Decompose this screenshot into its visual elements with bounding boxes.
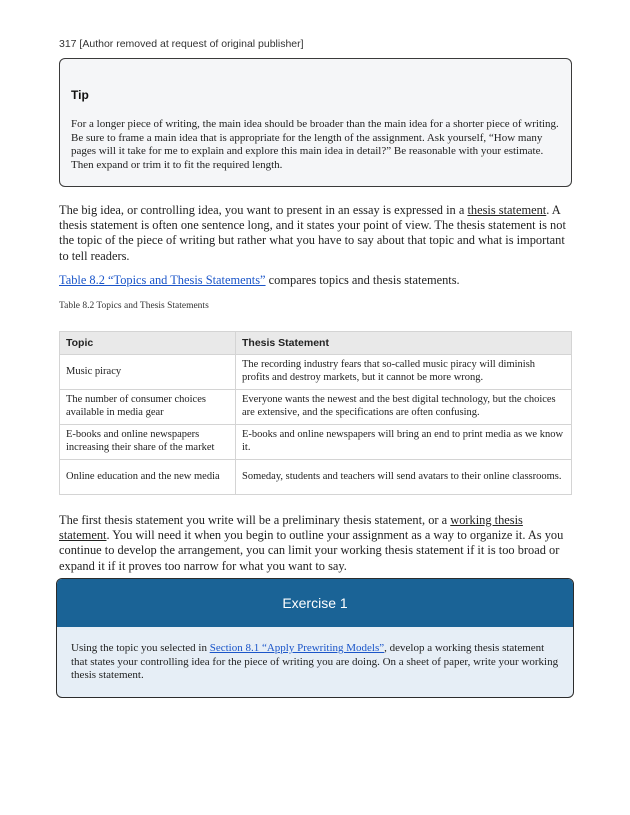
para2-after: compares topics and thesis statements. [265,273,460,287]
table-8-2-link[interactable]: Table 8.2 “Topics and Thesis Statements” [59,273,266,287]
header-topic: Topic [60,332,236,355]
exercise-after: , develop a working thesis statement that states your controlling idea for the piece of writing you are doing. On a sheet of paper, write your working thesis statement. [71,642,559,682]
thesis-cell: The recording industry fears that so-called music piracy will diminish profits and destroy markets, but it cannot be more wrong. [236,355,572,390]
tip-title: Tip [71,88,89,102]
topics-thesis-table [59,331,572,495]
topic-cell: The number of consumer choices available in media gear [60,390,236,425]
paragraph-working-thesis [59,513,573,574]
section-8-1-link[interactable]: Section 8.1 “Apply Prewriting Models” [209,642,385,654]
para1-after: . A thesis statement is often one sentence long, and it states your point of view. The thesis statement is not the topic of the piece of writing but rather what you have to say about that topic and what is important to tell readers. [59,203,566,263]
header-thesis-statement: Thesis Statement [236,332,572,355]
exercise-body [71,642,561,683]
thesis-cell: Everyone wants the newest and the best digital technology, but the choices are extensive, and the specifications are often confusing. [236,390,572,425]
table-row [60,390,572,425]
term-working-thesis-statement: working thesis statement [59,513,523,543]
table-header-row [60,332,572,355]
exercise-title: Exercise 1 [57,579,573,627]
table-caption: Table 8.2 Topics and Thesis Statements [59,301,209,311]
para1-before: The big idea, or controlling idea, you want to present in an essay is expressed in a [59,203,468,217]
thesis-cell: E-books and online newspapers will bring an end to print media as we know it. [236,425,572,460]
running-head: 317 [Author removed at request of original publisher] [59,38,304,50]
table-row [60,425,572,460]
paragraph-thesis-intro [59,203,573,264]
paragraph-table-reference [59,273,573,288]
exercise-before: Using the topic you selected in [71,642,210,654]
topic-cell: Online education and the new media [60,460,236,495]
para3-before: The first thesis statement you write will be a preliminary thesis statement, or a [59,513,451,527]
topic-cell: Music piracy [60,355,236,390]
exercise-box [56,578,574,698]
term-thesis-statement: thesis statement [467,203,547,217]
tip-body: For a longer piece of writing, the main idea should be broader than the main idea for a shorter piece of writing. Be sure to frame a main idea that is appropriate for the length of the assignment. Ask yourself, “How many pages will it take for me to explain and explore this main idea in detail?” Be reasonable with your estimate. Then expand or trim it to fit the required length. [71,118,559,171]
thesis-cell: Someday, students and teachers will send avatars to their online classrooms. [236,460,572,495]
topic-cell: E-books and online newspapers increasing their share of the market [60,425,236,460]
tip-box [59,58,572,187]
para3-after: . You will need it when you begin to outline your assignment as a way to organize it. As you continue to develop the arrangement, you can limit your working thesis statement if it is too broad or expand it if it proves too narrow for what you want to say. [59,528,564,573]
table-row [60,460,572,495]
table-row [60,355,572,390]
